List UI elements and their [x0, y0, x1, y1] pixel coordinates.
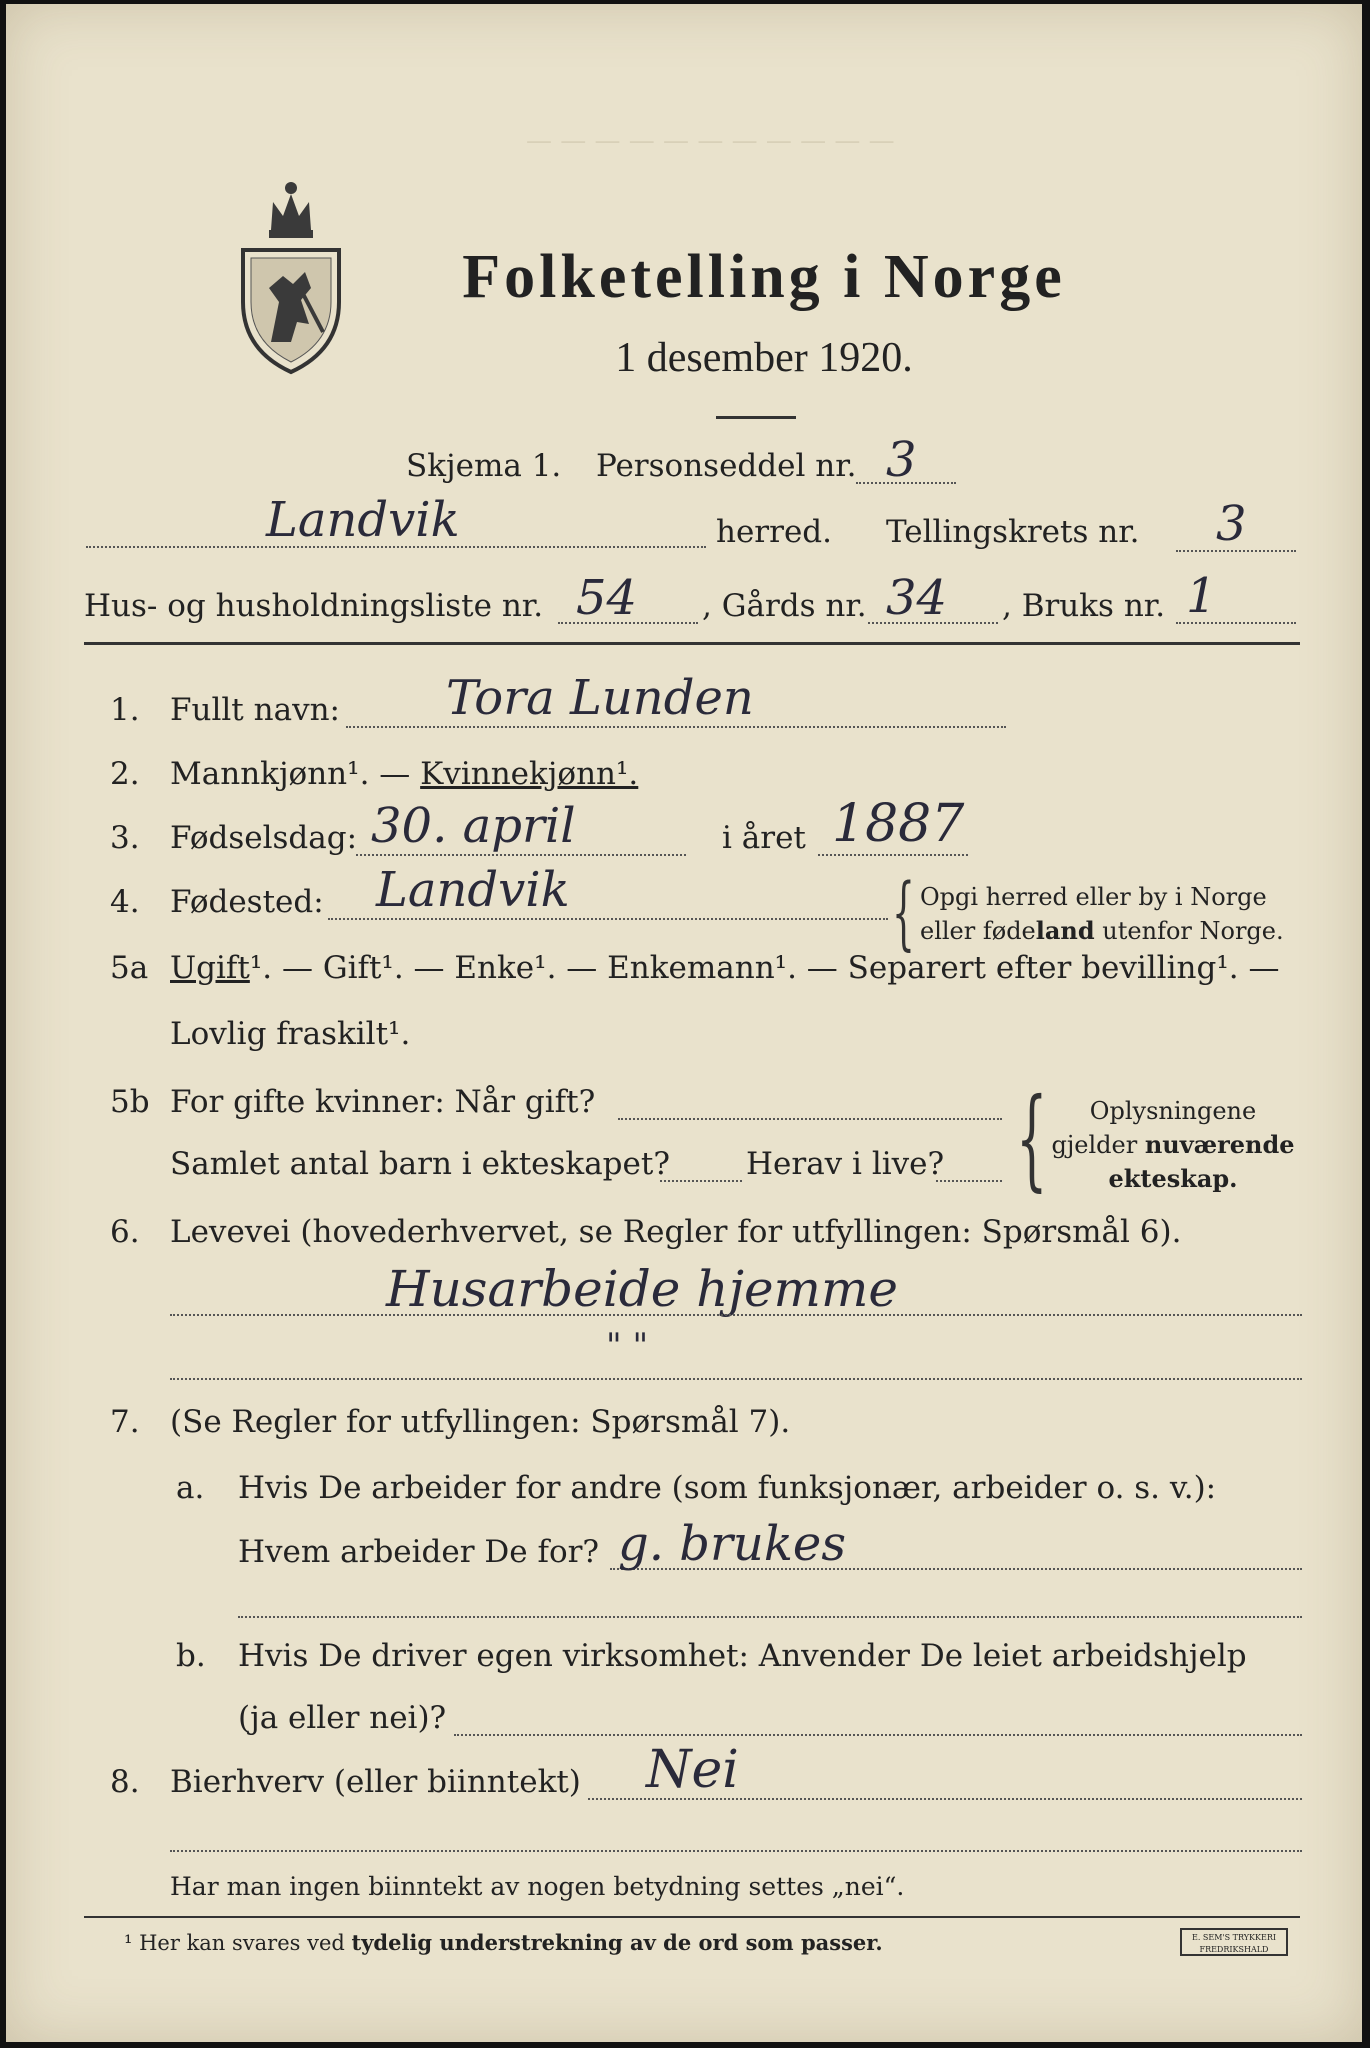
q3-day-dots	[356, 854, 686, 856]
q1-full-name: Tora Lunden	[446, 670, 754, 726]
personseddel-label: Personseddel nr.	[596, 448, 857, 484]
skjema-label: Skjema 1.	[406, 448, 562, 484]
q6-ditto-marks: " "	[606, 1326, 649, 1366]
q4-note-line2: eller fødeland utenfor Norge.	[920, 916, 1284, 945]
tellingskrets-value: 3	[1216, 496, 1247, 552]
bruks-label: , Bruks nr.	[1002, 588, 1166, 624]
footer-divider	[84, 1916, 1300, 1918]
q1-label: Fullt navn:	[170, 692, 340, 728]
q5a-marital-status: Ugift¹. — Gift¹. — Enke¹. — Enkemann¹. — Separert efter bevilling¹. —	[170, 950, 1280, 986]
husliste-value: 54	[576, 570, 638, 626]
q1-number: 1.	[110, 692, 140, 728]
q8-dots-2	[170, 1850, 1302, 1852]
census-date: 1 desember 1920.	[615, 335, 913, 381]
footnote	[124, 1930, 883, 1955]
q8-label: Bierhverv (eller biinntekt)	[170, 1764, 581, 1800]
q7-number: 7.	[110, 1404, 140, 1440]
q3-year-dots	[818, 854, 968, 856]
q5b-line1: For gifte kvinner: Når gift?	[170, 1084, 596, 1120]
q5a-line2: Lovlig fraskilt¹.	[170, 1016, 411, 1052]
q5b-number: 5b	[110, 1084, 150, 1120]
q4-birthplace: Landvik	[376, 862, 570, 918]
q5b-alive: Herav i live?	[746, 1146, 945, 1182]
q8-secondary-income: Nei	[646, 1740, 739, 1800]
q3-birthday: 30. april	[371, 798, 576, 854]
personseddel-value: 3	[886, 432, 917, 488]
q1-dots	[346, 726, 1006, 728]
q5b-alive-dots	[936, 1180, 1002, 1182]
herred-label: herred.	[716, 514, 832, 550]
title-divider	[716, 416, 796, 419]
q4-brace: {	[892, 866, 915, 959]
q3-number: 3.	[110, 820, 140, 856]
q2-number: 2.	[110, 756, 140, 792]
q8-number: 8.	[110, 1764, 140, 1800]
q5b-children-dots	[660, 1180, 742, 1182]
gards-label: , Gårds nr.	[702, 588, 867, 624]
q2-female-underlined: Kvinnekjønn¹.	[420, 756, 639, 792]
q3-year-label: i året	[722, 820, 806, 856]
q2-male: Mannkjønn¹. —	[170, 756, 421, 792]
printer-stamp: E. SEM'S TRYKKERI FREDRIKSHALD	[1180, 1928, 1288, 1956]
q5b-note	[1040, 1094, 1306, 1196]
footnote-mark: ¹	[124, 1931, 133, 1955]
form-title: Folketelling i Norge	[462, 243, 1066, 311]
q7a-line1: Hvis De arbeider for andre (som funksjonær, arbeider o. s. v.):	[238, 1470, 1217, 1506]
nei-note: Har man ingen biinntekt av nogen betydning settes „nei“.	[170, 1872, 905, 1901]
footnote-text: Her kan svares ved	[139, 1931, 352, 1955]
q5b-married-dots	[618, 1118, 1002, 1120]
tellingskrets-label: Tellingskrets nr.	[886, 514, 1140, 550]
q5b-note-line2: gjelder nuværende	[1051, 1130, 1295, 1159]
gards-value: 34	[886, 570, 948, 626]
q4-note	[920, 880, 1284, 948]
header-divider	[84, 642, 1300, 645]
footnote-bold: tydelig understrekning av de ord som passer.	[351, 1930, 883, 1955]
q4-number: 4.	[110, 884, 140, 920]
q6-dots-1	[170, 1314, 1302, 1316]
q7b-line2: (ja eller nei)?	[238, 1700, 447, 1736]
q2-sex	[170, 756, 638, 792]
q6-dots-2	[170, 1378, 1302, 1380]
bleed-through: — — — — — — — — — — —	[526, 126, 895, 156]
q7-label: (Se Regler for utfyllingen: Spørsmål 7).	[170, 1404, 791, 1440]
q7b-letter: b.	[176, 1638, 206, 1674]
q5a-ugift-underlined: Ugift	[170, 950, 250, 986]
q5a-number: 5a	[110, 950, 149, 986]
herred-value: Landvik	[266, 492, 460, 548]
q5b-brace: {	[1016, 1074, 1048, 1202]
q5b-children: Samlet antal barn i ekteskapet?	[170, 1146, 670, 1182]
census-form	[6, 4, 1362, 2042]
husliste-label: Hus- og husholdningsliste nr.	[84, 588, 544, 624]
q4-label: Fødested:	[170, 884, 324, 920]
q3-label: Fødselsdag:	[170, 820, 358, 856]
q7a-dots-2	[238, 1616, 1302, 1618]
q7a-line2: Hvem arbeider De for?	[238, 1534, 600, 1570]
q6-number: 6.	[110, 1214, 140, 1250]
q5b-note-line1: Oplysningene	[1089, 1097, 1257, 1125]
bruks-value: 1	[1186, 568, 1217, 624]
q7a-letter: a.	[176, 1470, 205, 1506]
q4-note-line1: Opgi herred eller by i Norge	[920, 883, 1267, 911]
q5b-note-line3: ekteskap.	[1108, 1164, 1238, 1193]
q4-dots	[328, 918, 888, 920]
q7b-dots	[454, 1734, 1302, 1736]
q6-occupation: Husarbeide hjemme	[386, 1260, 898, 1318]
q7b-line1: Hvis De driver egen virksomhet: Anvender De leiet arbeidshjelp	[238, 1638, 1247, 1674]
q7a-employer: g. brukes	[618, 1516, 846, 1572]
q3-birth-year: 1887	[832, 794, 965, 854]
q6-label: Levevei (hovederhvervet, se Regler for utfyllingen: Spørsmål 6).	[170, 1214, 1182, 1250]
